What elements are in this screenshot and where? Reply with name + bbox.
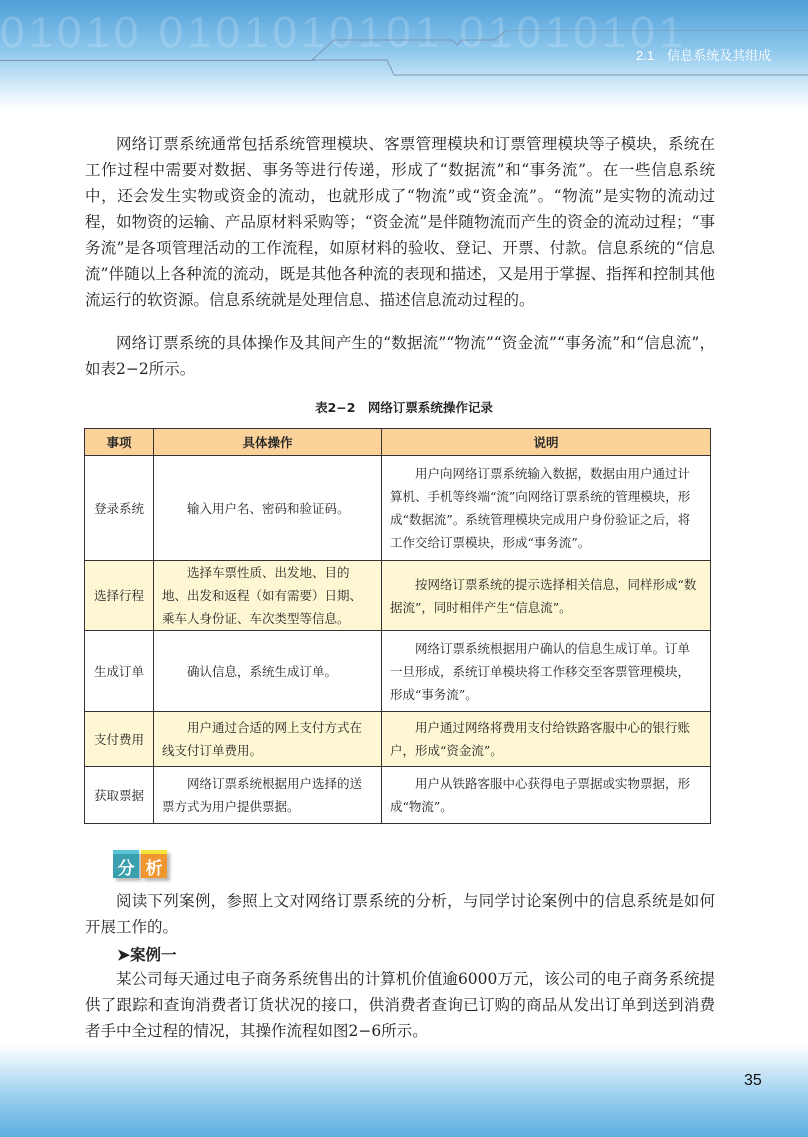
running-header: 2.1 信息系统及其组成: [636, 48, 772, 63]
paragraph-2: 网络订票系统的具体操作及其间产生的“数据流”“物流”“资金流”“事务流”和“信息流”，如表2−2所示。: [85, 334, 715, 378]
cell-item: 支付费用: [85, 712, 154, 767]
cell-desc: 用户通过网络将费用支付给铁路客服中心的银行账户，形成“资金流”。: [382, 712, 711, 767]
col-header: 说明: [382, 429, 711, 456]
cell-op: 网络订票系统根据用户选择的送票方式为用户提供票据。: [154, 767, 382, 824]
binary-decoration: 01010 0101010101 01010101: [0, 8, 688, 57]
badge-char: 分: [113, 850, 139, 878]
table-row: [85, 712, 711, 767]
cell-item: 选择行程: [85, 561, 154, 631]
col-header: 具体操作: [154, 429, 382, 456]
cell-item: 获取票据: [85, 767, 154, 824]
paragraph-1: 网络订票系统通常包括系统管理模块、客票管理模块和订票管理模块等子模块，系统在工作过程中需要对数据、事务等进行传递，形成了“数据流”和“事务流”。在一些信息系统中，还会发生实物或资金的流动，也就形成了“物流”或“资金流”。“物流”是实物的流动过程，如物资的运输、产品原材料采购等；“资金流”是伴随物流而产生的资金的流动过程；“事务流”是各项管理活动的工作流程，如原材料的验收、登记、开票、付款。信息系统的“信息流”伴随以上各种流的流动，既是其他各种流的表现和描述，又是用于掌握、指挥和控制其他流运行的软资源。信息系统就是处理信息、描述信息流动过程的。: [85, 135, 715, 309]
case-title: ➤案例一: [117, 945, 177, 964]
table-row: [85, 631, 711, 712]
col-header: 事项: [85, 429, 154, 456]
cell-desc: 按网络订票系统的提示选择相关信息，同样形成“数据流”，同时相伴产生“信息流”。: [382, 561, 711, 631]
case-text: 某公司每天通过电子商务系统售出的计算机价值逾6000万元，该公司的电子商务系统提供了跟踪和查询消费者订货状况的接口，供消费者查询已订购的商品从发出订单到送到消费者手中全过程的情况，其操作流程如图2−6所示。: [85, 970, 715, 1040]
operations-table: [84, 428, 711, 824]
cell-op: 选择车票性质、出发地、目的地、出发和返程（如有需要）日期、乘车人身份证、车次类型等信息。: [154, 561, 382, 631]
header-rule: [0, 60, 315, 61]
badge-char: 析: [141, 850, 167, 878]
cell-item: 登录系统: [85, 456, 154, 561]
cell-op: 用户通过合适的网上支付方式在线支付订单费用。: [154, 712, 382, 767]
cell-desc: 用户从铁路客服中心获得电子票据或实物票据，形成“物流”。: [382, 767, 711, 824]
table-header-row: [85, 429, 711, 456]
analysis-intro: 阅读下列案例，参照上文对网络订票系统的分析，与同学讨论案例中的信息系统是如何开展工作的。: [85, 892, 715, 936]
table-row: [85, 561, 711, 631]
footer-banner: [0, 1045, 808, 1137]
cell-op: 确认信息，系统生成订单。: [154, 631, 382, 712]
header-banner: [0, 0, 808, 110]
page-number: 35: [744, 1072, 762, 1089]
cell-desc: 用户向网络订票系统输入数据，数据由用户通过计算机、手机等终端“流”向网络订票系统的管理模块，形成“数据流”。系统管理模块完成用户身份验证之后，将工作交给订票模块，形成“事务流”。: [382, 456, 711, 561]
cell-op: 输入用户名、密码和验证码。: [154, 456, 382, 561]
cell-desc: 网络订票系统根据用户确认的信息生成订单。订单一旦形成，系统订单模块将工作移交至客票管理模块，形成“事务流”。: [382, 631, 711, 712]
table-row: [85, 456, 711, 561]
table-caption: 表2−2 网络订票系统操作记录: [315, 400, 493, 415]
analysis-badge: [113, 850, 167, 878]
cell-item: 生成订单: [85, 631, 154, 712]
table-row: [85, 767, 711, 824]
